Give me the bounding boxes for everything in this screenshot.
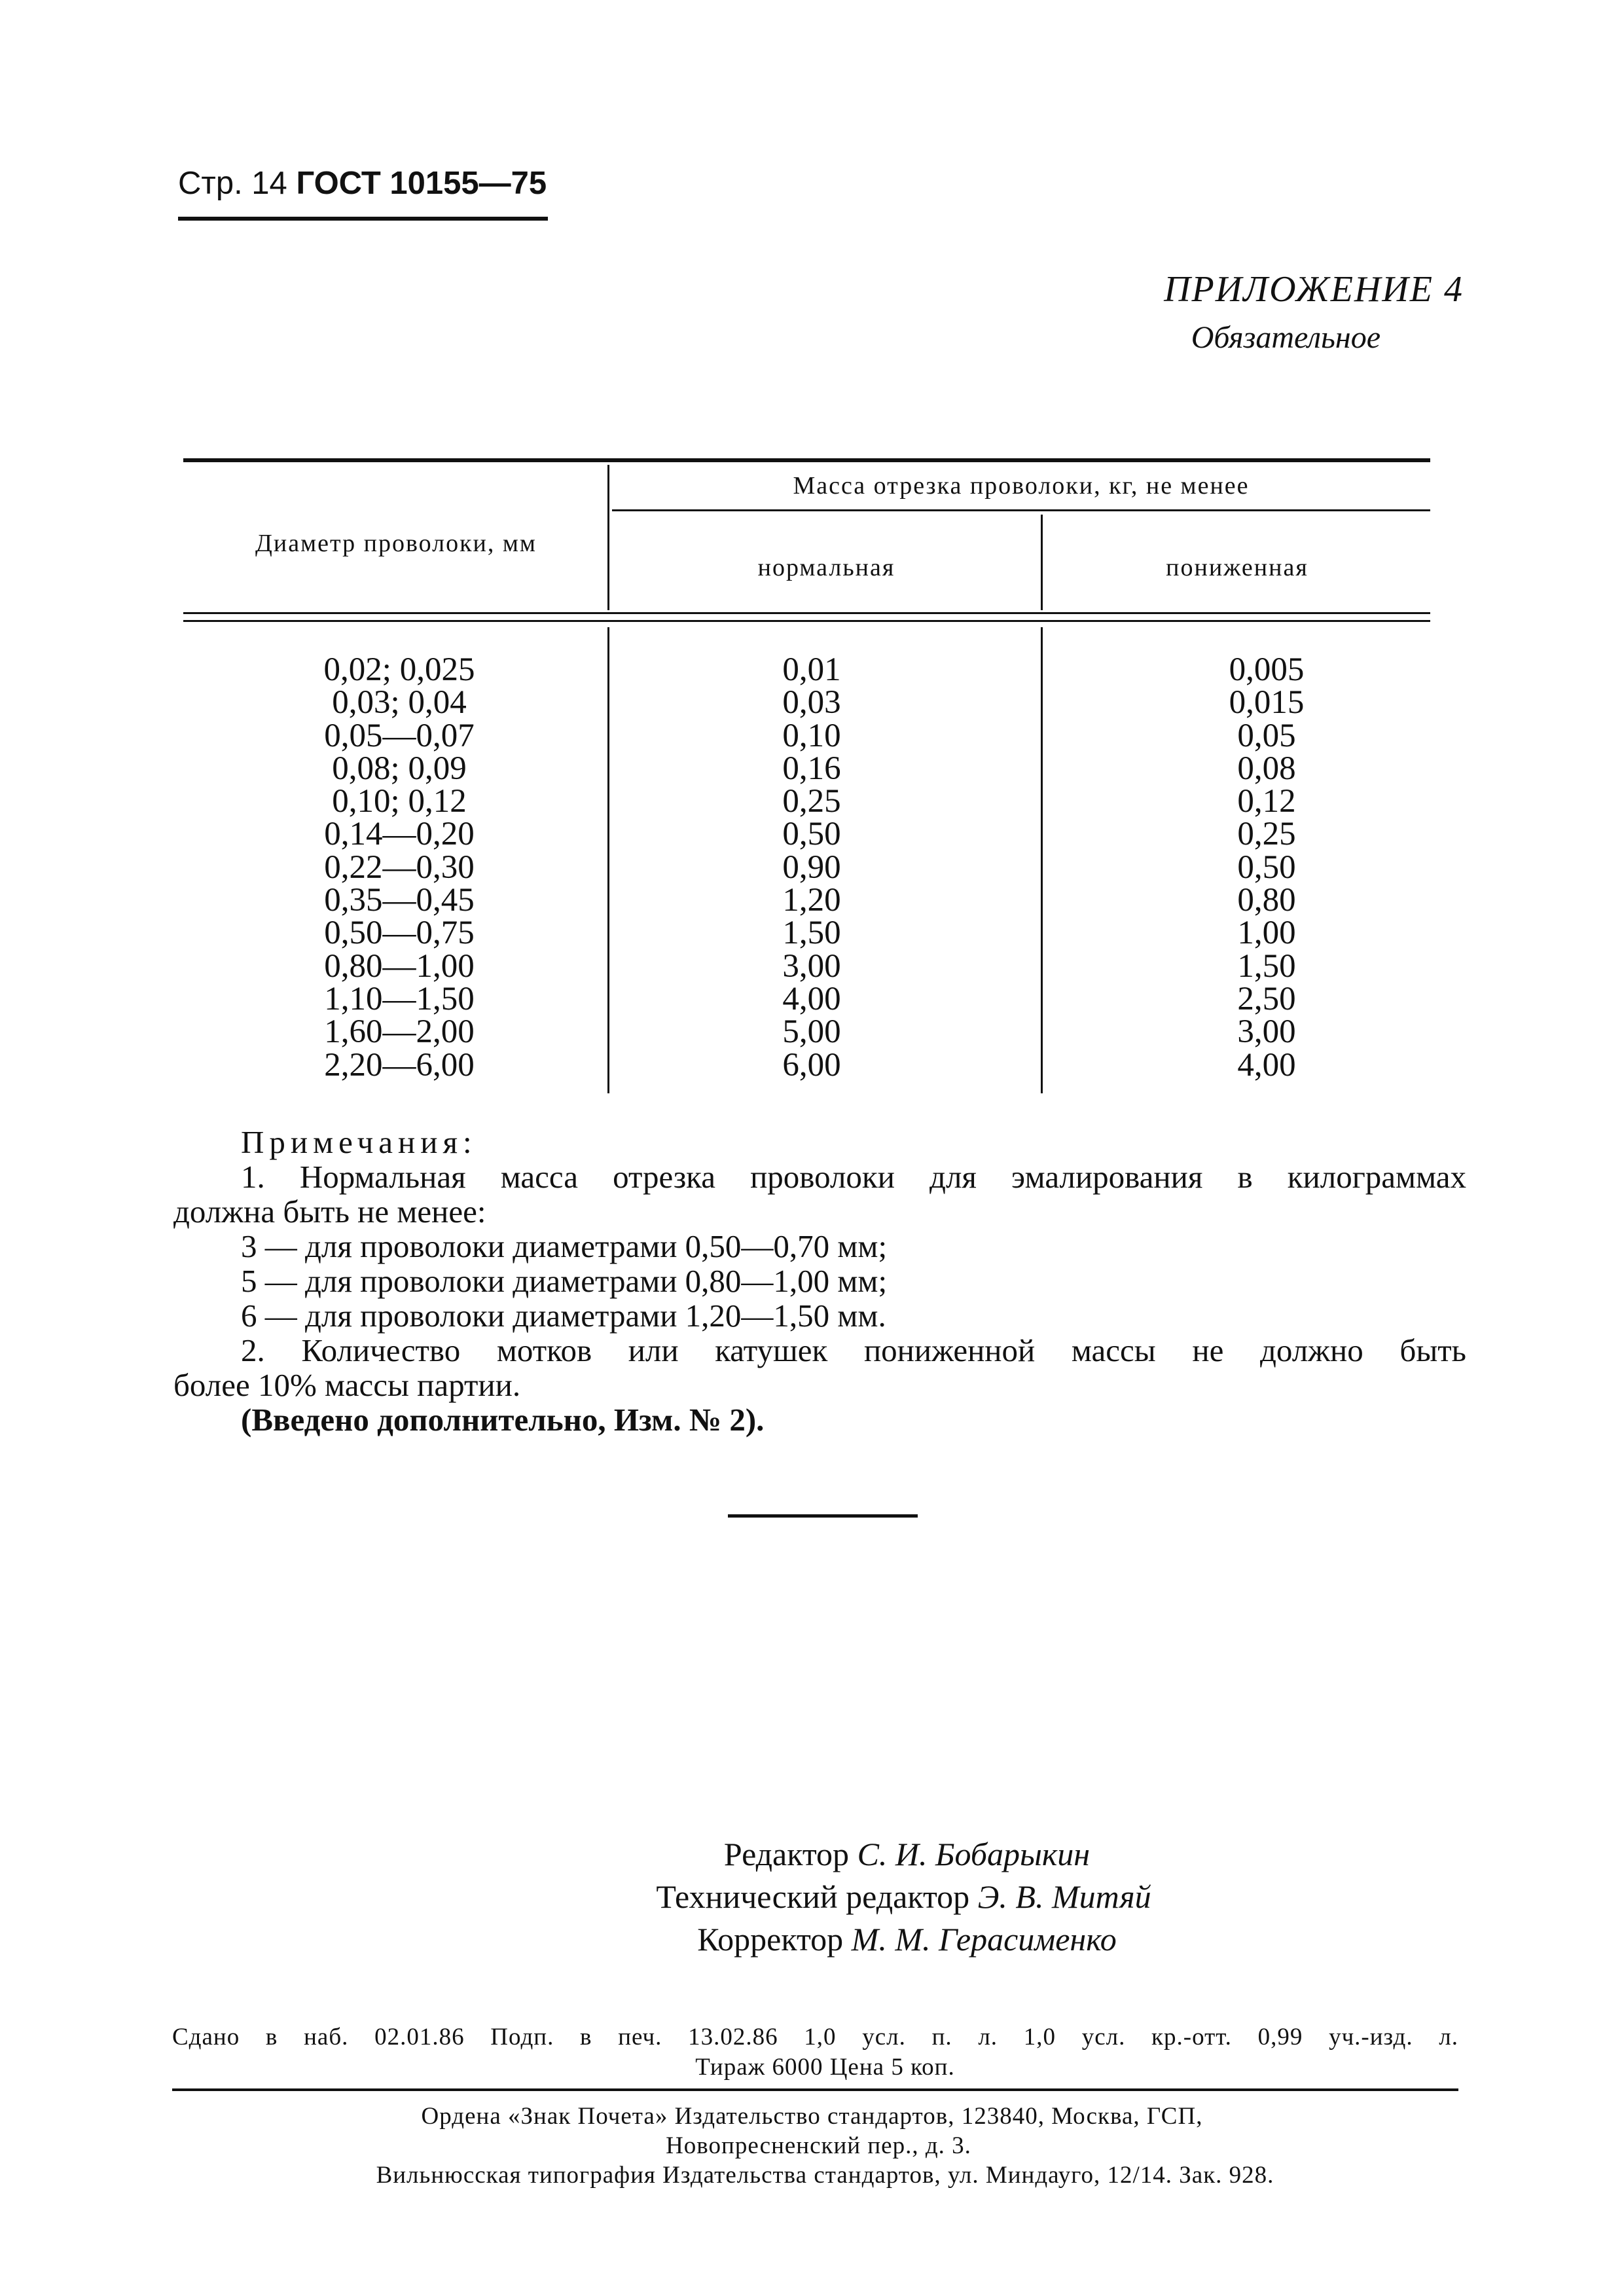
table-cell-diameter: 0,10; 0,12 xyxy=(332,783,467,820)
table-cell-normal: 0,03 xyxy=(782,684,841,721)
table-column-divider xyxy=(1041,627,1043,1093)
table-cell-diameter: 2,20—6,00 xyxy=(324,1046,475,1084)
page-header xyxy=(178,165,547,202)
note-2-line-1: 2. Количество мотков или катушек пониженной массы не должно быть xyxy=(241,1332,1466,1368)
appendix-title: ПРИЛОЖЕНИЕ 4 xyxy=(1164,269,1464,310)
header-diameter: Диаметр проволоки, мм xyxy=(255,530,537,557)
table-cell-normal: 3,00 xyxy=(782,947,841,985)
table-cell-diameter: 0,03; 0,04 xyxy=(332,684,467,721)
table-cell-reduced: 0,015 xyxy=(1229,684,1305,721)
note-1-item: 6 — для проволоки диаметрами 1,20—1,50 мм. xyxy=(241,1298,886,1334)
credit-role: Технический редактор xyxy=(656,1878,970,1915)
table-cell-diameter: 0,02; 0,025 xyxy=(323,651,475,688)
table-cell-diameter: 0,50—0,75 xyxy=(324,915,475,952)
table-cell-normal: 5,00 xyxy=(782,1013,841,1051)
table-cell-diameter: 0,05—0,07 xyxy=(324,717,475,754)
table-cell-normal: 0,01 xyxy=(782,651,841,688)
table-rule-subheader xyxy=(612,509,1430,511)
table-column-divider xyxy=(607,465,609,610)
credit-role: Редактор xyxy=(723,1836,850,1872)
notes-title: Примечания: xyxy=(241,1124,477,1160)
column-diameter xyxy=(255,653,543,1082)
table-cell-normal: 1,20 xyxy=(782,882,841,919)
table-cell-normal: 0,10 xyxy=(782,717,841,754)
column-reduced xyxy=(1132,653,1401,1082)
note-1-item: 3 — для проволоки диаметрами 0,50—0,70 мм; xyxy=(241,1228,888,1264)
table-rule-header-bottom xyxy=(183,612,1430,614)
table-cell-normal: 0,16 xyxy=(782,750,841,787)
table-cell-reduced: 1,50 xyxy=(1237,947,1296,985)
table-cell-normal: 1,50 xyxy=(782,915,841,952)
notes xyxy=(173,1125,1466,1437)
imprint-line-2: Тираж 6000 Цена 5 коп. xyxy=(695,2054,955,2081)
table-rule-header-bottom xyxy=(183,620,1430,622)
table-cell-diameter: 0,08; 0,09 xyxy=(332,750,467,787)
table-cell-diameter: 1,10—1,50 xyxy=(324,980,475,1017)
table-cell-reduced: 3,00 xyxy=(1237,1013,1296,1051)
table-cell-reduced: 0,50 xyxy=(1237,848,1296,886)
note-2-line-2: более 10% массы партии. xyxy=(173,1367,521,1403)
table-cell-normal: 0,25 xyxy=(782,783,841,820)
note-1-item: 5 — для проволоки диаметрами 0,80—1,00 мм; xyxy=(241,1263,888,1299)
footer-line-3: Вильнюсская типография Издательства стандартов, ул. Миндауго, 12/14. Зак. 928. xyxy=(376,2162,1274,2189)
credit-tech-editor xyxy=(0,1876,1624,1918)
credit-editor xyxy=(0,1833,1624,1876)
table-cell-diameter: 1,60—2,00 xyxy=(324,1013,475,1051)
table-cell-reduced: 0,25 xyxy=(1237,816,1296,853)
table-cell-reduced: 0,05 xyxy=(1237,717,1296,754)
table-cell-normal: 4,00 xyxy=(782,980,841,1017)
table-cell-reduced: 1,00 xyxy=(1237,915,1296,952)
amendment-note: (Введено дополнительно, Изм. № 2). xyxy=(241,1402,765,1438)
header-rule xyxy=(178,217,548,221)
table-cell-reduced: 0,005 xyxy=(1229,651,1305,688)
page-label: Стр. 14 xyxy=(178,166,287,201)
table-cell-diameter: 0,80—1,00 xyxy=(324,947,475,985)
credit-role: Корректор xyxy=(697,1921,844,1958)
footer-line-2: Новопресненский пер., д. 3. xyxy=(666,2132,971,2159)
table-rule-top xyxy=(183,458,1430,462)
table-cell-normal: 0,50 xyxy=(782,816,841,853)
credits xyxy=(0,1833,1624,1961)
footer-line-1: Ордена «Знак Почета» Издательство стандартов, 123840, Москва, ГСП, xyxy=(421,2103,1203,2130)
header-reduced: пониженная xyxy=(1166,554,1308,581)
table-cell-diameter: 0,35—0,45 xyxy=(324,882,475,919)
table-column-divider xyxy=(1041,515,1043,610)
table-cell-reduced: 4,00 xyxy=(1237,1046,1296,1084)
table-cell-normal: 6,00 xyxy=(782,1046,841,1084)
note-1-line-1: 1. Нормальная масса отрезка проволоки для эмалирования в килограммах xyxy=(241,1159,1466,1195)
credit-name: М. М. Герасименко xyxy=(851,1921,1117,1958)
footer-rule xyxy=(172,2088,1458,2091)
header-normal: нормальная xyxy=(757,554,895,581)
table-cell-diameter: 0,14—0,20 xyxy=(324,816,475,853)
credit-name: С. И. Бобарыкин xyxy=(857,1836,1091,1872)
table-cell-reduced: 0,08 xyxy=(1237,750,1296,787)
table-cell-reduced: 2,50 xyxy=(1237,980,1296,1017)
note-1-line-2: должна быть не менее: xyxy=(173,1194,486,1230)
table-column-divider xyxy=(607,627,609,1093)
table-cell-reduced: 0,80 xyxy=(1237,882,1296,919)
appendix-subtitle: Обязательное xyxy=(1191,320,1380,355)
credit-name: Э. В. Митяй xyxy=(977,1878,1151,1915)
standard-number: ГОСТ 10155—75 xyxy=(296,166,547,201)
table-cell-reduced: 0,12 xyxy=(1237,783,1296,820)
table-cell-diameter: 0,22—0,30 xyxy=(324,848,475,886)
column-normal xyxy=(677,653,946,1082)
table-cell-normal: 0,90 xyxy=(782,848,841,886)
publisher-footer xyxy=(0,2102,1624,2190)
credit-proofreader xyxy=(0,1918,1624,1961)
section-divider xyxy=(728,1514,918,1518)
imprint-line-1: Сдано в наб. 02.01.86 Подп. в печ. 13.02.86 1,0 усл. п. л. 1,0 усл. кр.-отт. 0,99 уч.-изд. л. xyxy=(172,2024,1458,2050)
header-mass-group: Масса отрезка проволоки, кг, не менее xyxy=(793,472,1250,500)
